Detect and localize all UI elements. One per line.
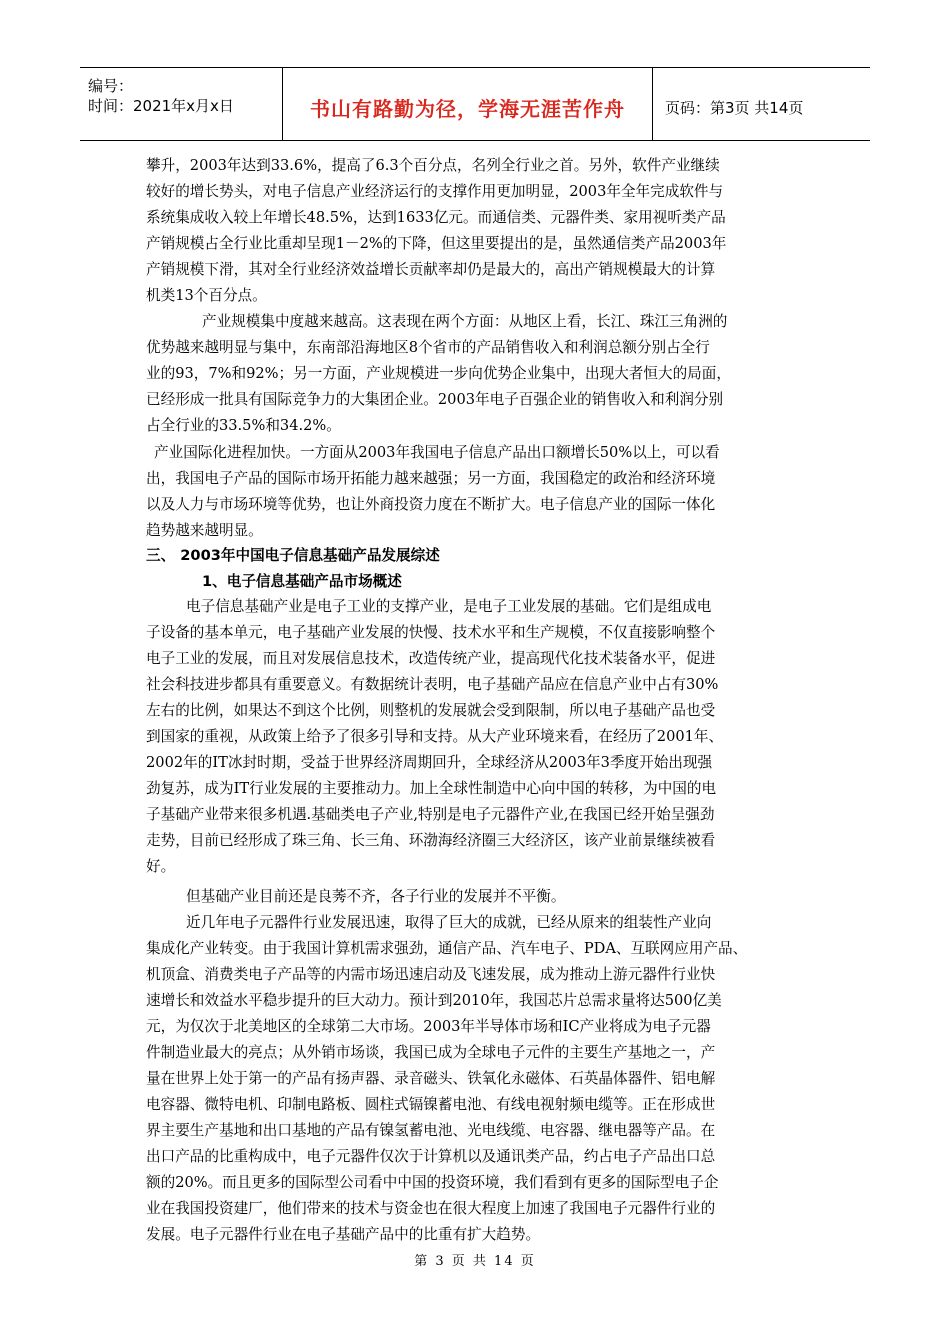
- body-text-line: 机顶盒、消费类电子产品等的内需市场迅速启动及飞速发展，成为推动上游元器件行业快: [146, 966, 716, 983]
- body-text-line: 元，为仅次于北美地区的全球第二大市场。2003年半导体市场和IC产业将成为电子元器: [146, 1018, 711, 1035]
- body-text-line: 件制造业最大的亮点；从外销市场谈，我国已成为全球电子元件的主要生产基地之一，产: [146, 1044, 716, 1061]
- body-text-line: 社会科技进步都具有重要意义。有数据统计表明，电子基础产品应在信息产业中占有30%: [146, 676, 719, 693]
- body-text-line: 2002年的IT冰封时期，受益于世界经济周期回升，全球经济从2003年3季度开始出现强: [146, 754, 713, 771]
- body-text-line: 占全行业的33.5%和34.2%。: [146, 417, 341, 434]
- header-page-info: 页码：第3页 共14页: [665, 98, 804, 117]
- body-text-line: 机类13个百分点。: [146, 287, 267, 304]
- page-footer: 第 3 页 共 14 页: [414, 1254, 536, 1269]
- body-text-line: 产销规模占全行业比重却呈现1－2%的下降，但这里要提出的是，虽然通信类产品2003年: [146, 235, 727, 252]
- body-text-line: 产业规模集中度越来越高。这表现在两个方面：从地区上看，长江、珠江三角洲的: [202, 313, 728, 330]
- body-text-line: 走势，目前已经形成了珠三角、长三角、环渤海经济圈三大经济区，该产业前景继续被看: [146, 832, 716, 849]
- page-header: [80, 67, 870, 141]
- body-text-line: 左右的比例，如果达不到这个比例，则整机的发展就会受到限制，所以电子基础产品也受: [146, 702, 716, 719]
- body-text-line: 电子信息基础产业是电子工业的支撑产业，是电子工业发展的基础。它们是组成电: [186, 598, 712, 615]
- document-number-label: 编号：: [88, 77, 134, 95]
- body-text-line: 较好的增长势头，对电子信息产业经济运行的支撑作用更加明显，2003年全年完成软件与: [146, 183, 724, 200]
- body-text-line: 以及人力与市场环境等优势，也让外商投资力度在不断扩大。电子信息产业的国际一体化: [146, 496, 716, 513]
- subsection-heading: 1、电子信息基础产品市场概述: [202, 573, 402, 590]
- body-text-line: 界主要生产基地和出口基地的产品有镍氢蓄电池、光电线缆、电容器、继电器等产品。在: [146, 1122, 716, 1139]
- document-date: 时间：2021年x月x日: [88, 97, 234, 115]
- body-text-line: 但基础产业目前还是良莠不齐，各子行业的发展并不平衡。: [186, 888, 566, 905]
- body-text-line: 产业国际化进程加快。一方面从2003年我国电子信息产品出口额增长50%以上，可以看: [154, 444, 720, 461]
- body-text-line: 出口产品的比重构成中，电子元器件仅次于计算机以及通讯类产品，约占电子产品出口总: [146, 1148, 716, 1165]
- body-text-line: 到国家的重视，从政策上给予了很多引导和支持。从大产业环境来看，在经历了2001年、: [146, 728, 724, 745]
- body-text-line: 电子工业的发展，而且对发展信息技术，改造传统产业，提高现代化技术装备水平，促进: [146, 650, 716, 667]
- body-text-line: 好。: [146, 858, 176, 875]
- body-text-line: 电容器、微特电机、印制电路板、圆柱式镉镍蓄电池、有线电视射频电缆等。正在形成世: [146, 1096, 716, 1113]
- body-text-line: 劲复苏，成为IT行业发展的主要推动力。加上全球性制造中心向中国的转移，为中国的电: [146, 780, 717, 797]
- body-text-line: 子基础产业带来很多机遇.基础类电子产业,特别是电子元器件产业,在我国已经开始呈强劲: [146, 806, 715, 823]
- body-text-line: 量在世界上处于第一的产品有扬声器、录音磁头、铁氧化永磁体、石英晶体器件、铝电解: [146, 1070, 716, 1087]
- header-left-cell: [80, 68, 283, 140]
- body-text-line: 集成化产业转变。由于我国计算机需求强劲，通信产品、汽车电子、PDA、互联网应用产品、: [146, 940, 748, 957]
- body-text-line: 攀升，2003年达到33.6%，提高了6.3个百分点，名列全行业之首。另外，软件产业继续: [146, 157, 720, 174]
- body-text-line: 近几年电子元器件行业发展迅速，取得了巨大的成就，已经从原来的组装性产业向: [186, 914, 712, 931]
- body-text-line: 出，我国电子产品的国际市场开拓能力越来越强；另一方面，我国稳定的政治和经济环境: [146, 470, 716, 487]
- body-text-line: 优势越来越明显与集中，东南部沿海地区8个省市的产品销售收入和利润总额分别占全行: [146, 339, 710, 356]
- body-text-line: 子设备的基本单元，电子基础产业发展的快慢、技术水平和生产规模，不仅直接影响整个: [146, 624, 716, 641]
- body-text-line: 速增长和效益水平稳步提升的巨大动力。预计到2010年，我国芯片总需求量将达500亿美: [146, 992, 722, 1009]
- section-heading: 三、 2003年中国电子信息基础产品发展综述: [146, 547, 440, 564]
- body-text-line: 趋势越来越明显。: [146, 522, 263, 539]
- body-text-line: 系统集成收入较上年增长48.5%，达到1633亿元。而通信类、元器件类、家用视听类产品: [146, 209, 726, 226]
- body-text-line: 发展。电子元器件行业在电子基础产品中的比重有扩大趋势。: [146, 1226, 541, 1243]
- header-page-cell: [653, 68, 870, 140]
- body-text-line: 业在我国投资建厂，他们带来的技术与资金也在很大程度上加速了我国电子元器件行业的: [146, 1200, 716, 1217]
- header-motto-cell: [283, 68, 653, 140]
- header-motto: 书山有路勤为径，学海无涯苦作舟: [310, 96, 625, 121]
- body-text-line: 业的93，7%和92%；另一方面，产业规模进一步向优势企业集中，出现大者恒大的局面，: [146, 365, 731, 382]
- body-text-line: 额的20%。而且更多的国际型公司看中中国的投资环境，我们看到有更多的国际型电子企: [146, 1174, 719, 1191]
- body-text-line: 产销规模下滑，其对全行业经济效益增长贡献率却仍是最大的，高出产销规模最大的计算: [146, 261, 716, 278]
- body-text-line: 已经形成一批具有国际竞争力的大集团企业。2003年电子百强企业的销售收入和利润分别: [146, 391, 724, 408]
